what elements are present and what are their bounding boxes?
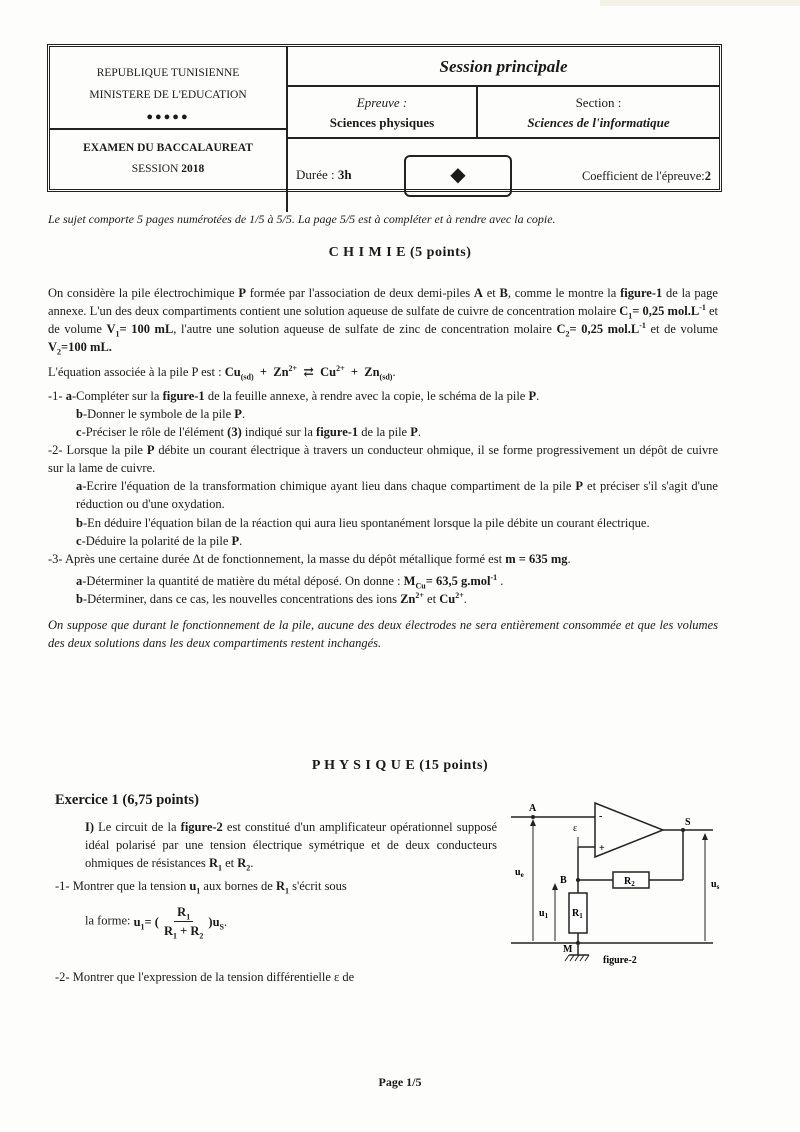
chimie-q1a: -1- a-Compléter sur la figure-1 de la feuille annexe, à rendre avec la copie, le schéma de la pile P.	[48, 388, 540, 403]
diamond-icon: ◆	[404, 155, 512, 197]
chimie-body	[48, 284, 718, 652]
u1-formula: $u_1$ = ( $\frac{R_1}{R_1 + R_2}$ ) $u_S$ .	[133, 905, 228, 941]
label-ue: $u_e$	[515, 867, 524, 879]
chimie-equation: L'équation associée à la pile P est : $Cu_{(sd)} + Zn^{2+}$ ⇄ $Cu^{2+} + Zn_{(sd)}$.	[48, 363, 396, 381]
formula-line: la forme: $u_1$ = ( $\frac{R_1}{R_1 + R_2}$ ) $u_S$ .	[85, 905, 228, 941]
exercice1-title: Exercice 1 (6,75 points)	[55, 792, 199, 808]
chimie-q2c: c-Déduire la polarité de la pile P.	[76, 533, 243, 548]
chimie-q1c: c-Préciser le rôle de l'élément (3) indiqué sur la figure-1 de la pile P.	[76, 424, 421, 439]
label-B: B	[560, 875, 567, 886]
chimie-q2b: b-En déduire l'équation bilan de la réaction qui aura lieu spontanément lorsque la pile débite un courant électrique.	[76, 515, 650, 530]
header-right	[288, 47, 719, 212]
epreuve-label: Epreuve :	[356, 95, 408, 110]
label-plus: +	[599, 843, 605, 854]
label-A: A	[529, 803, 537, 814]
figure-2-caption: figure-2	[603, 955, 637, 966]
chimie-intro: On considère la pile électrochimique P formée par l'association de deux demi-piles A et B, comme le montre la figure-1 de la page annexe. L'un des deux compartiments contient une solution aqueuse de sulfate de cuivre de concentration molaire $C_1= 0,25$ $mol.L^{-1}$ et de volume $V_1= 100$ mL, l'autre une solution aqueuse de sulfate de zinc de concentration molaire $C_2= 0,25$ $mol.L^{-1}$ et de volume $V_2=100$ mL.	[48, 286, 718, 357]
session-type: Session principale	[288, 47, 719, 87]
label-M: M	[563, 944, 573, 955]
label-S: S	[685, 817, 691, 828]
coefficient	[518, 167, 719, 185]
exercice1-text	[85, 818, 497, 872]
chimie-q3a: a-Déterminer la quantité de matière du métal déposé. On donne : $M_{Cu}= 63,5$ g.mol$^{-1}$ .	[76, 572, 504, 591]
chimie-suppose: On suppose que durant le fonctionnement de la pile, aucune des deux électrodes ne sera entièrement consommée et que les volumes des deux solutions dans les deux compartiments restent inchangés.	[48, 618, 718, 651]
label-us: $u_s$	[711, 879, 720, 891]
page-number: Page 1/5	[378, 1075, 422, 1089]
coefficient-label: Coefficient de l'épreuve:	[581, 168, 705, 183]
session-line	[50, 159, 286, 181]
opamp-triangle	[595, 803, 663, 857]
header-dots: ●●●●●	[146, 110, 190, 123]
chimie-title: C H I M I E (5 points)	[328, 245, 472, 260]
chimie-q2a: a-Ecrire l'équation de la transformation chimique ayant lieu dans chaque compartiment de la pile P et préciser s'il s'agit d'une réduction ou d'une oxydation.	[76, 479, 718, 512]
circuit-figure-2	[503, 795, 723, 980]
session-label: SESSION	[131, 163, 179, 176]
country-name: REPUBLIQUE TUNISIENNE	[96, 67, 240, 79]
ministry-name: MINISTERE DE L'EDUCATION	[89, 88, 247, 101]
session-year: 2018	[181, 163, 205, 176]
exercice1-q2: -2- Montrer que l'expression de la tension différentielle ε de	[55, 970, 355, 984]
coefficient-value: 2	[704, 168, 711, 183]
duration	[288, 166, 398, 185]
exercice1-intro: I) Le circuit de la figure-2 est constitué d'un amplificateur opérationnel supposé idéal polarisé par une tension électrique symétrique et de deux conducteurs ohmiques de résistances $R_1$ et $R_2$.	[85, 820, 498, 873]
header-left	[50, 47, 288, 212]
label-R1: $R_1$	[572, 908, 583, 920]
label-epsilon: ε	[573, 823, 578, 834]
section-label: Section :	[575, 95, 622, 110]
node-A	[531, 815, 535, 819]
exercice1-q1: -1- Montrer que la tension $u_1$ aux bornes de $R_1$ s'écrit sous la forme: $u_1$ = ( $\frac{R_1}{R_1 + R_2}$ ) $u_S$ .	[55, 877, 500, 940]
chimie-q3: -3- Après une certaine durée Δt de fonctionnement, la masse du dépôt métallique formé est m = 635 mg.	[48, 551, 571, 566]
epreuve-value: Sciences physiques	[329, 114, 435, 130]
duration-label: Durée :	[296, 167, 335, 183]
exam-name: EXAMEN DU BACCALAUREAT	[83, 141, 253, 154]
scan-mark	[600, 0, 800, 6]
duration-value: 3h	[337, 167, 352, 183]
exam-header	[47, 44, 722, 192]
label-minus: -	[599, 811, 603, 822]
chimie-q3b: b-Déterminer, dans ce cas, les nouvelles concentrations des ions $Zn^{2+}$ et $Cu^{2+}$.	[76, 590, 467, 606]
physique-title: P H Y S I Q U E (15 points)	[311, 758, 489, 773]
label-R2: $R_2$	[624, 876, 635, 888]
node-M	[576, 941, 580, 945]
label-u1: $u_1$	[539, 908, 549, 920]
page-note: Le sujet comporte 5 pages numérotées de 1/5 à 5/5. La page 5/5 est à compléter et à rendre avec la copie.	[48, 212, 556, 226]
chimie-q2: -2- Lorsque la pile P débite un courant électrique à travers un conducteur ohmique, il se forme progressivement un dépôt de cuivre sur la lame de cuivre.	[48, 443, 718, 476]
chimie-q1b: b-Donner le symbole de la pile P.	[76, 406, 246, 421]
section-value: Sciences de l'informatique	[527, 114, 670, 130]
